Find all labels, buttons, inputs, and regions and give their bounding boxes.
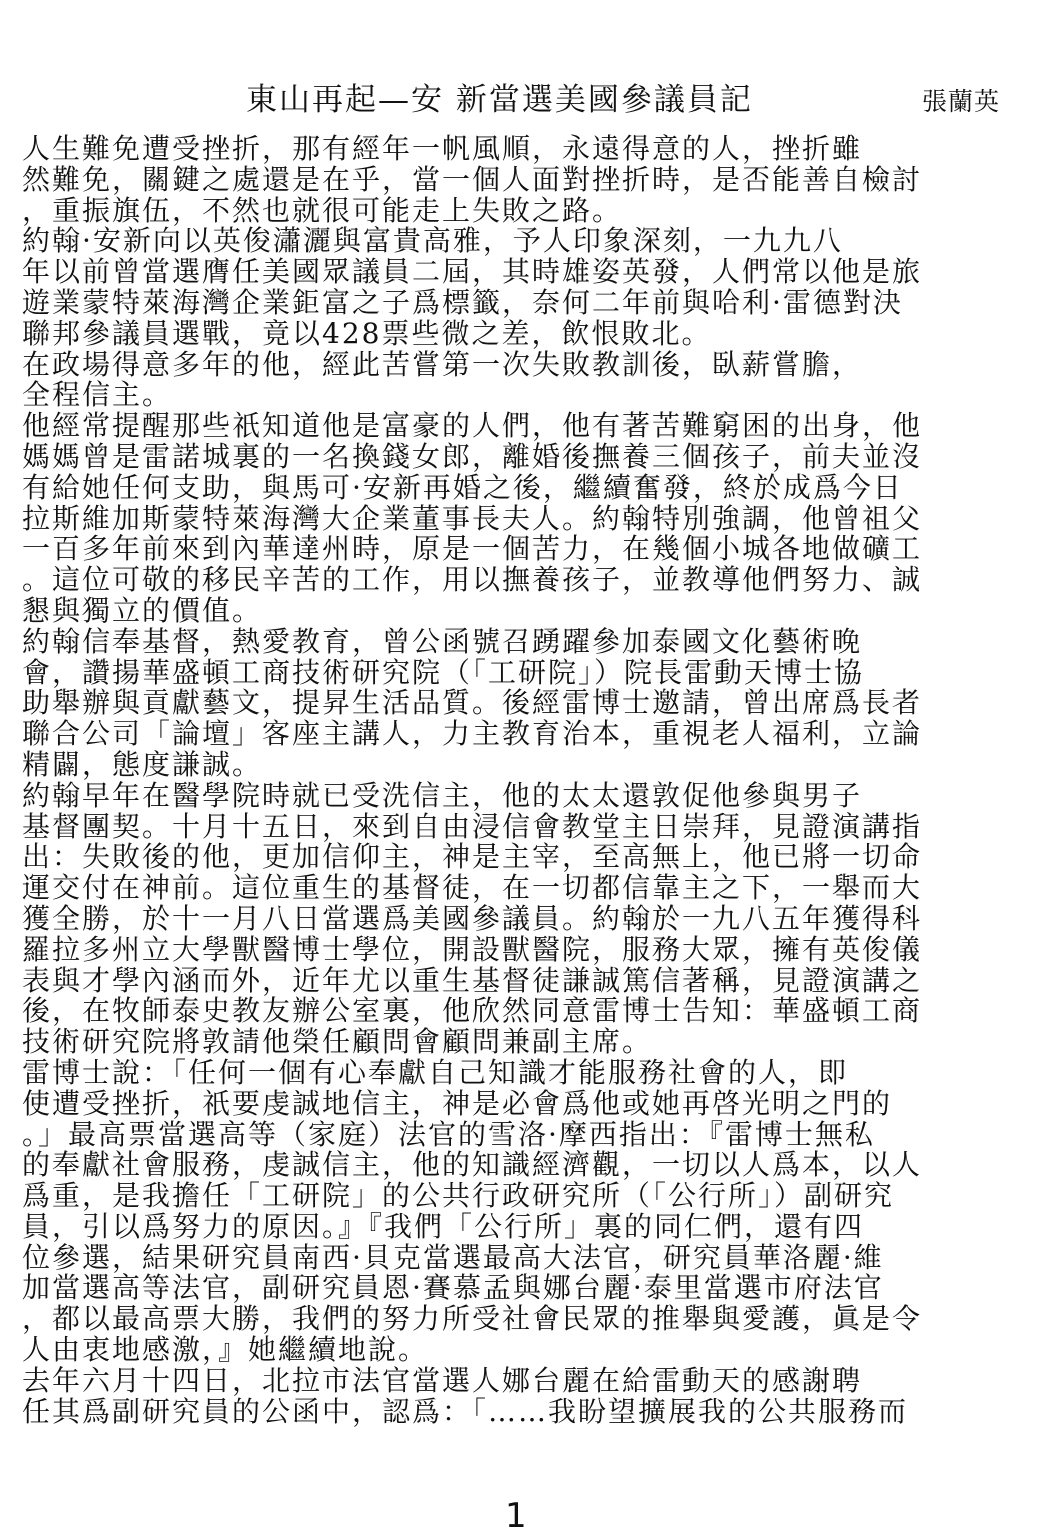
text-line: 。這位可敬的移民辛苦的工作，用以撫養孩子，並教導他們努力、誠 (22, 565, 923, 596)
text-line: ，都以最高票大勝，我們的努力所受社會民眾的推舉與愛護，眞是令 (22, 1304, 923, 1336)
text-line: 約翰信奉基督，熱愛教育，曾公函號召踴躍參加泰國文化藝術晚 (22, 626, 863, 658)
text-line: 雷博士說：「任何一個有心奉獻自己知識才能服務社會的人，即 (22, 1057, 849, 1089)
text-line: 羅拉多州立大學獸醫博士學位，開設獸醫院，服務大眾，擁有英俊儀 (22, 934, 923, 966)
text-line: 媽媽曾是雷諾城裏的一名換錢女郎，離婚後撫養三個孩子，前夫並沒 (22, 441, 923, 473)
text-line: 的奉獻社會服務，虔誠信主，他的知識經濟觀，一切以人爲本，以人 (22, 1150, 923, 1182)
text-line: 在政場得意多年的他，經此苦嘗第一次失敗教訓後，臥薪嘗膽， (22, 349, 863, 381)
text-line: 約翰·安新向以英俊瀟灑與富貴高雅，予人印象深刻，一九九八 (22, 226, 843, 258)
text-line: 一百多年前來到內華達州時，原是一個苦力，在幾個小城各地做礦工 (22, 534, 923, 566)
text-line: 爲重，是我擔任「工研院」的公共行政研究所（「公行所」）副研究 (22, 1181, 895, 1212)
text-line: 有給她任何支助，與馬可·安新再婚之後，繼續奮發，終於成爲今日 (22, 472, 903, 504)
text-line: 會，讚揚華盛頓工商技術研究院（「工研院」）院長雷動天博士協 (22, 657, 865, 689)
text-line: 使遭受挫折，祇要虔誠地信主，神是必會爲他或她再啓光明之門的 (22, 1088, 893, 1120)
text-line: 加當選高等法官，副研究員恩·賽慕孟與娜台麗·泰里當選市府法官 (22, 1273, 884, 1305)
text-line: 員，引以爲努力的原因。』『我們「公行所」裏的同仁們，還有四 (22, 1211, 865, 1243)
text-line: 聯合公司「論壇」客座主講人，力主教育治本，重視老人福利，立論 (22, 719, 923, 750)
article-title: 東山再起—安 新當選美國參議員記 (246, 82, 753, 118)
text-line: 運交付在神前。這位重生的基督徒，在一切都信靠主之下，一舉而大 (22, 873, 923, 904)
text-line: 技術研究院將敦請他榮任顧問會顧問兼副主席。 (22, 1027, 653, 1058)
text-line: 基督團契。十月十五日，來到自由浸信會教堂主日崇拜，見證演講指 (22, 811, 923, 843)
article-body (22, 134, 1032, 1427)
text-line: 去年六月十四日，北拉市法官當選人娜台麗在給雷動天的感謝聘 (22, 1365, 863, 1397)
text-line: 然難免，關鍵之處還是在乎，當一個人面對挫折時，是否能善自檢討 (22, 164, 923, 196)
text-line: 表與才學內涵而外，近年尤以重生基督徒謙誠篤信著稱，見證演講之 (22, 965, 923, 997)
text-line: ，重振旗伍，不然也就很可能走上失敗之路。 (22, 195, 623, 227)
text-line: 獲全勝，於十一月八日當選爲美國參議員。約翰於一九八五年獲得科 (22, 903, 923, 935)
text-line: 位參選，結果研究員南西·貝克當選最高大法官，研究員華洛麗·維 (22, 1242, 884, 1274)
text-line: 他經常提醒那些祇知道他是富豪的人們，他有著苦難窮困的出身，他 (22, 411, 923, 442)
text-line: 年以前曾當選膺任美國眾議員二屆，其時雄姿英發，人們常以他是旅 (22, 257, 923, 288)
page-number: 1 (505, 1496, 527, 1536)
text-line: 全程信主。 (22, 380, 173, 412)
text-line: 助舉辦與貢獻藝文，提昇生活品質。後經雷博士邀請，曾出席爲長者 (22, 688, 923, 720)
text-line: 人生難免遭受挫折，那有經年一帆風順，永遠得意的人，挫折雖 (22, 134, 863, 165)
text-line: 任其爲副研究員的公函中，認爲：「……我盼望擴展我的公共服務而 (22, 1396, 909, 1428)
text-line: 後，在牧師泰史教友辦公室裏，他欣然同意雷博士告知：華盛頓工商 (22, 996, 923, 1028)
text-line: 精闢，態度謙誠。 (22, 749, 263, 781)
text-line: 約翰早年在醫學院時就已受洗信主，他的太太還敦促他參與男子 (22, 780, 863, 812)
text-line: 懇與獨立的價值。 (22, 595, 263, 627)
article-author: 張蘭英 (922, 87, 1001, 116)
text-line: 拉斯維加斯蒙特萊海灣大企業董事長夫人。約翰特別強調，他曾祖父 (22, 503, 923, 535)
text-line: 聯邦參議員選戰，竟以428票些微之差，飲恨敗北。 (22, 318, 712, 350)
text-line: 。」最高票當選高等（家庭）法官的雪洛·摩西指出：『雷博士無私 (22, 1119, 875, 1151)
text-line: 遊業蒙特萊海灣企業鉅富之子爲標籤，奈何二年前與哈利·雷德對決 (22, 287, 903, 319)
text-line: 人由衷地感激，』她繼續地說。 (22, 1335, 429, 1366)
text-line: 出：失敗後的他，更加信仰主，神是主宰，至高無上，他已將一切命 (22, 842, 923, 874)
